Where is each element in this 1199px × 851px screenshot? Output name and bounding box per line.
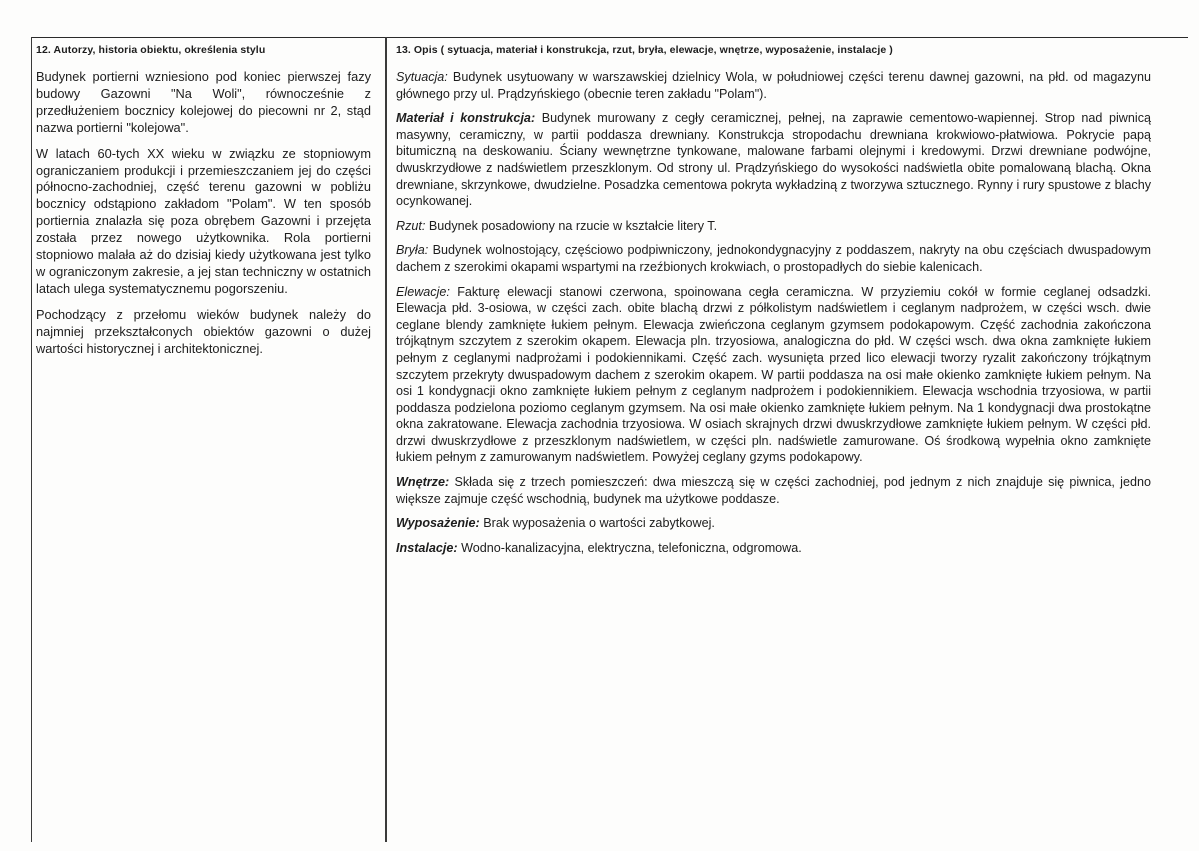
section-text: Budynek usytuowany w warszawskiej dzielnicy Wola, w południowej części terenu dawnej gazowni, na płd. od magazynu głównego przy ul. Prądzyńskiego (obecnie teren zakładu "Polam"). xyxy=(396,70,1151,101)
description-section xyxy=(396,284,1151,467)
section-label: Rzut: xyxy=(396,218,426,233)
description-section xyxy=(396,540,1151,557)
section-label: Elewacje: xyxy=(396,284,450,299)
description-section xyxy=(396,474,1151,507)
section-text: Brak wyposażenia o wartości zabytkowej. xyxy=(479,516,715,531)
section-text: Wodno-kanalizacyjna, elektryczna, telefoniczna, odgromowa. xyxy=(457,540,802,555)
section-label: Bryła: xyxy=(396,243,429,258)
section-label: Wnętrze: xyxy=(396,475,450,490)
section-heading-13: 13. Opis ( sytuacja, materiał i konstrukcja, rzut, bryła, elewacje, wnętrze, wyposażenie, instalacje ) xyxy=(396,44,893,56)
right-column xyxy=(396,44,1151,564)
description-sections xyxy=(396,69,1151,556)
description-section xyxy=(396,110,1151,210)
history-paragraph-1: Budynek portierni wzniesiono pod koniec pierwszej fazy budowy Gazowni "Na Woli", równocześnie z przedłużeniem bocznicy kolejowej do piecowni nr 2, stąd nazwa portierni "kolejowa". xyxy=(36,69,371,135)
description-section xyxy=(396,242,1151,275)
left-column xyxy=(36,44,371,367)
description-section xyxy=(396,218,1151,235)
section-label: Instalacje: xyxy=(396,540,458,555)
frame-top-rule xyxy=(31,37,1188,38)
description-section xyxy=(396,69,1151,102)
description-section xyxy=(396,515,1151,532)
history-paragraph-3: Pochodzący z przełomu wieków budynek należy do najmniej przekształconych obiektów gazowni o dużej wartości historycznej i architektonicznej. xyxy=(36,306,371,356)
section-text: Budynek murowany z cegły ceramicznej, pełnej, na zaprawie cementowo-wapiennej. Strop nad piwnicą masywny, ceramiczny, w partii poddasza drewniany. Konstrukcja stropodachu drewniana krokwiowo-płatwiowa. Pokrycie papą bitumiczną na deskowaniu. Ściany wewnętrzne tynkowane, malowane farbami olejnymi i kredowymi. Drzwi drewniane podwójne, dwuskrzydłowe z nadświetlem przeszklonym. Od strony ul. Prądzyńskiego do wysokości nadświetla obite pomalowaną blachą. Okna drewniane, skrzynkowe, dwudzielne. Posadzka cementowa pokryta wykładziną z tworzywa sztucznego. Rynny i rury spustowe z blachy ocynkowanej. xyxy=(396,111,1151,209)
column-divider xyxy=(385,37,387,842)
frame-left-rule xyxy=(31,37,32,842)
section-text: Budynek wolnostojący, częściowo podpiwniczony, jednokondygnacyjny z poddaszem, nakryty na obu częściach dwuspadowym dachem z szerokimi okapami wspartymi na rzeźbionych krokwiach, o prostopadłych do siebie kalenicach. xyxy=(396,243,1151,274)
section-label: Sytuacja: xyxy=(396,70,448,84)
section-text: Budynek posadowiony na rzucie w kształcie litery T. xyxy=(425,218,718,233)
section-text: Składa się z trzech pomieszczeń: dwa mieszczą się w części zachodniej, pod jednym z nich znajduje się piwnica, jedno większe zajmuje część wschodnią, budynek ma użytkowe poddasze. xyxy=(396,475,1151,506)
section-label: Wyposażenie: xyxy=(396,516,480,531)
history-paragraph-2: W latach 60-tych XX wieku w związku ze stopniowym ograniczaniem produkcji i przemieszczaniem jej do części północno-zachodniej, część terenu gazowni w pobliżu bocznicy odstąpiono zakładom "Polam". W ten sposób portiernia znalazła się poza obrębem Gazowni i przejęta została przez nowego użytkownika. Rola portierni stopniowo malała aż do dzisiaj kiedy użytkowana jest tylko w ograniczonym zakresie, a jej stan techniczny w ostatnich latach ulega systematycznemu pogorszeniu. xyxy=(36,145,371,296)
section-heading-12: 12. Autorzy, historia obiektu, określenia stylu xyxy=(36,44,266,56)
section-text: Fakturę elewacji stanowi czerwona, spoinowana cegła ceramiczna. W przyziemiu cokół w formie ceglanej odsadzki. Elewacja płd. 3-osiowa, w części zach. obite blachą drzwi z półkolistym nadświetlem i ceglanym nadprożem, w części wsch. dwie ceglane blendy zamknięte łukiem pełnym. Elewacja zwieńczona ceglanym gzymsem podokapowym. Część zachodnia zakończona trójkątnym szczytem z szerokim okapem. Elewacja pln. trzyosiowa, analogiczna do płd. W części wsch. dwa okna zamknięte łukiem pełnym z ceglanymi nadprożami i podokiennikami. Część zach. wysunięta przed lico elewacji tworzy ryzalit zakończony trójkątnym szczytem przekryty dwuspadowym dachem z szerokim okapem. W partii poddasza na osi małe okienko zamknięte łukiem pełnym. Na osi 1 kondygnacji okno zamknięte łukiem pełnym z ceglanym nadprożem i podokiennikiem. Elewacja wschodnia trzyosiowa, w partii poddasza podzielona poziomo ceglanym gzymsem. Na osi małe okienko zamknięte łukiem pełnym. Na 1 kondygnacji dwa prostokątne okna zakratowane. Elewacja zachodnia trzyosiowa. W osiach skrajnych drzwi dwuskrzydłowe zamknięte łukiem pełnym. W części płd. drzwi dwuskrzydłowe z przeszklonym nadświetlem, w części pln. nadświetle zamurowane. Oś środkową wypełnia okno zamknięte łukiem pełnym z zamurowanym nadświetlem. Powyżej ceglany gzyms podokapowy. xyxy=(396,284,1151,465)
section-label: Materiał i konstrukcja: xyxy=(396,111,536,126)
